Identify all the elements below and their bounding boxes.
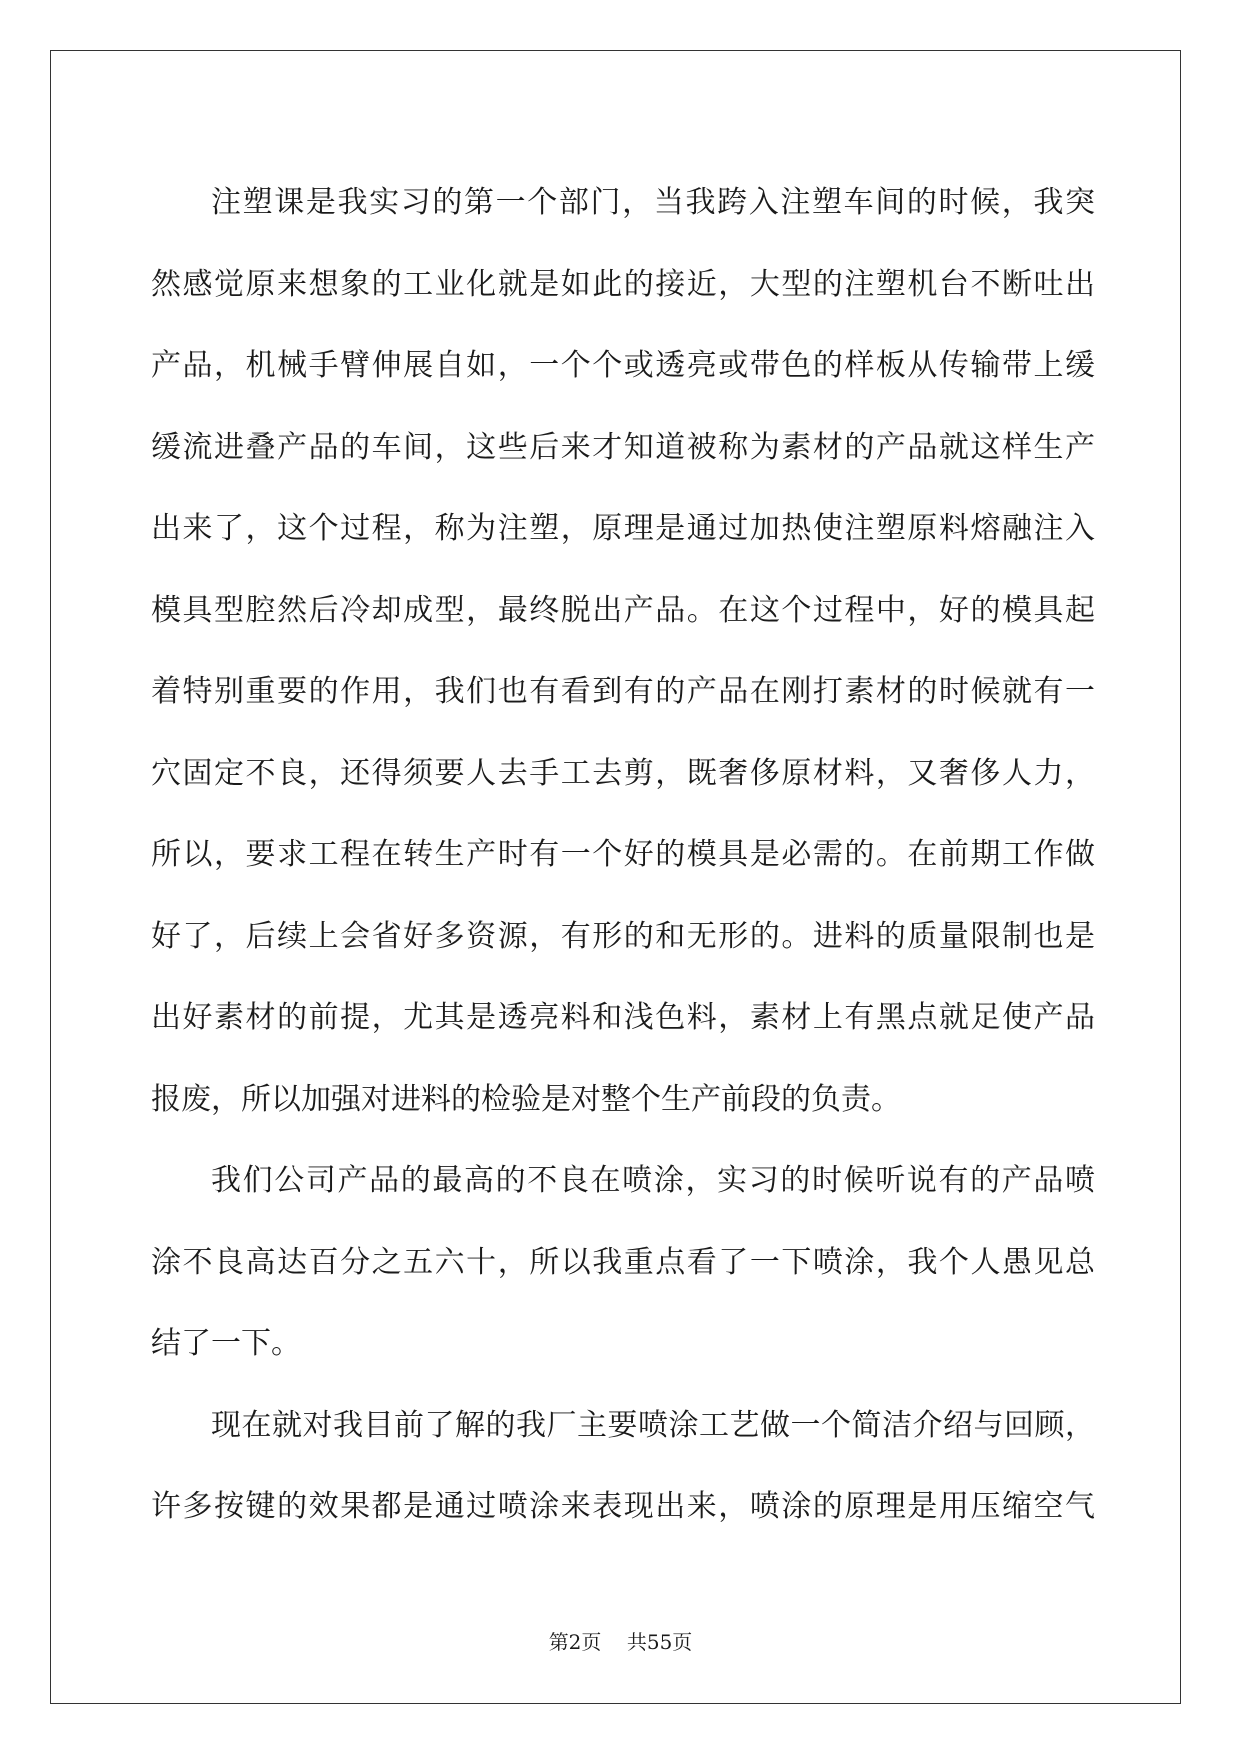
text-line: 模具型腔然后冷却成型，最终脱出产品。在这个过程中，好的模具起 <box>151 592 1095 628</box>
paragraph-3 <box>151 1385 1095 1548</box>
text-line: 所以，要求工程在转生产时有一个好的模具是必需的。在前期工作做 <box>151 837 1095 872</box>
page-number: 第2页 <box>548 1630 602 1654</box>
text-line: 缓流进叠产品的车间，这些后来才知道被称为素材的产品就这样生产 <box>151 429 1095 465</box>
text-line: 出来了，这个过程，称为注塑，原理是通过加热使注塑原料熔融注入 <box>151 511 1095 546</box>
page-total: 共55页 <box>626 1630 693 1654</box>
page-footer <box>0 1626 1241 1655</box>
text-line: 报废，所以加强对进料的检验是对整个生产前段的负责。 <box>151 1081 901 1117</box>
text-line: 产品，机械手臂伸展自如，一个个或透亮或带色的样板从传输带上缓 <box>151 348 1095 383</box>
paragraph-1 <box>151 162 1095 1140</box>
paragraph-2 <box>151 1140 1095 1385</box>
text-line: 着特别重要的作用，我们也有看到有的产品在刚打素材的时候就有一 <box>151 674 1095 709</box>
document-body <box>151 162 1095 1548</box>
text-line: 注塑课是我实习的第一个部门，当我跨入注塑车间的时候，我突 <box>211 185 1095 220</box>
text-line: 穴固定不良，还得须要人去手工去剪，既奢侈原材料，又奢侈人力， <box>151 755 1095 791</box>
text-line: 好了，后续上会省好多资源，有形的和无形的。进料的质量限制也是 <box>151 918 1095 954</box>
text-line: 许多按键的效果都是通过喷涂来表现出来，喷涂的原理是用压缩空气 <box>151 1489 1095 1524</box>
text-line: 现在就对我目前了解的我厂主要喷涂工艺做一个简洁介绍与回顾， <box>211 1407 1095 1443</box>
text-line: 我们公司产品的最高的不良在喷涂，实习的时候听说有的产品喷 <box>211 1163 1095 1198</box>
text-line: 出好素材的前提，尤其是透亮料和浅色料，素材上有黑点就足使产品 <box>151 1000 1095 1035</box>
text-line: 结了一下。 <box>151 1326 301 1361</box>
text-line: 涂不良高达百分之五六十，所以我重点看了一下喷涂，我个人愚见总 <box>151 1244 1095 1280</box>
text-line: 然感觉原来想象的工业化就是如此的接近，大型的注塑机台不断吐出 <box>151 266 1095 302</box>
